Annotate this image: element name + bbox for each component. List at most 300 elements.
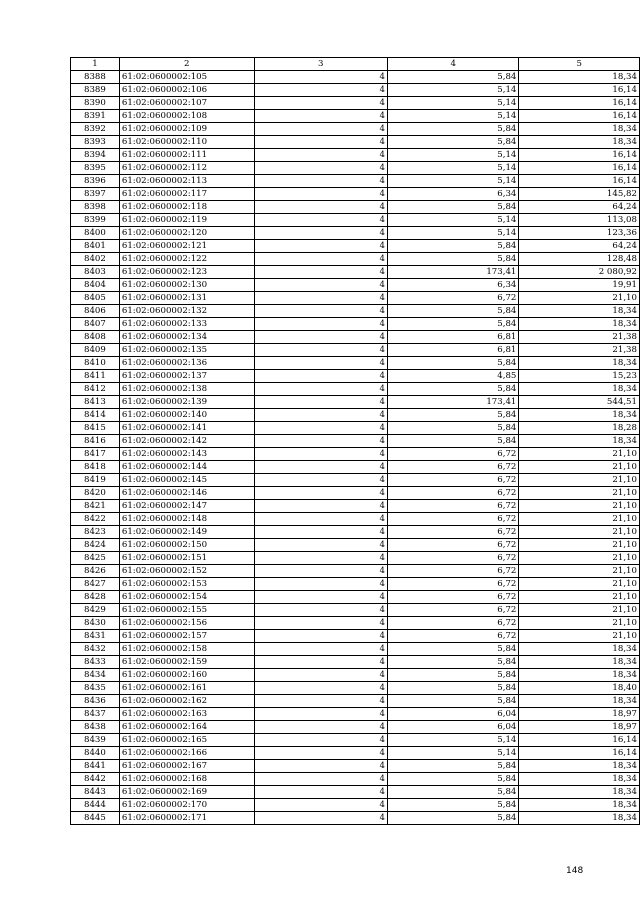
table-cell: 61:02:0600002:112 xyxy=(119,162,254,175)
table-cell: 8429 xyxy=(71,604,120,617)
table-cell: 16,14 xyxy=(519,110,640,123)
table-cell: 4 xyxy=(254,812,387,825)
table-cell: 4 xyxy=(254,591,387,604)
table-cell: 16,14 xyxy=(519,149,640,162)
table-cell: 61:02:0600002:164 xyxy=(119,721,254,734)
table-cell: 8434 xyxy=(71,669,120,682)
table-cell: 21,10 xyxy=(519,526,640,539)
table-cell: 4 xyxy=(254,578,387,591)
table-cell: 8403 xyxy=(71,266,120,279)
table-cell: 61:02:0600002:146 xyxy=(119,487,254,500)
table-cell: 18,34 xyxy=(519,773,640,786)
table-cell: 61:02:0600002:134 xyxy=(119,331,254,344)
table-cell: 18,34 xyxy=(519,435,640,448)
table-cell: 6,34 xyxy=(387,188,518,201)
table-row xyxy=(71,240,640,253)
table-cell: 4 xyxy=(254,149,387,162)
table-cell: 8425 xyxy=(71,552,120,565)
table-cell: 4 xyxy=(254,656,387,669)
table-cell: 61:02:0600002:110 xyxy=(119,136,254,149)
table-cell: 8432 xyxy=(71,643,120,656)
table-cell: 8401 xyxy=(71,240,120,253)
table-cell: 8437 xyxy=(71,708,120,721)
table-cell: 61:02:0600002:151 xyxy=(119,552,254,565)
table-cell: 8400 xyxy=(71,227,120,240)
table-cell: 5,14 xyxy=(387,214,518,227)
table-cell: 8390 xyxy=(71,97,120,110)
table-cell: 6,04 xyxy=(387,721,518,734)
table-cell: 21,10 xyxy=(519,604,640,617)
table-cell: 8412 xyxy=(71,383,120,396)
table-cell: 8421 xyxy=(71,500,120,513)
table-cell: 8433 xyxy=(71,656,120,669)
table-cell: 8424 xyxy=(71,539,120,552)
table-cell: 8404 xyxy=(71,279,120,292)
table-cell: 8396 xyxy=(71,175,120,188)
table-cell: 18,34 xyxy=(519,695,640,708)
table-cell: 4 xyxy=(254,448,387,461)
table-cell: 21,38 xyxy=(519,344,640,357)
table-cell: 4 xyxy=(254,539,387,552)
table-cell: 61:02:0600002:143 xyxy=(119,448,254,461)
table-cell: 61:02:0600002:111 xyxy=(119,149,254,162)
table-cell: 6,04 xyxy=(387,708,518,721)
table-cell: 4 xyxy=(254,331,387,344)
table-cell: 61:02:0600002:136 xyxy=(119,357,254,370)
table-cell: 5,14 xyxy=(387,84,518,97)
table-cell: 64,24 xyxy=(519,201,640,214)
table-cell: 6,34 xyxy=(387,279,518,292)
table-cell: 21,10 xyxy=(519,500,640,513)
table-cell: 5,84 xyxy=(387,409,518,422)
table-cell: 61:02:0600002:155 xyxy=(119,604,254,617)
table-cell: 61:02:0600002:157 xyxy=(119,630,254,643)
table-cell: 18,34 xyxy=(519,136,640,149)
table-row xyxy=(71,396,640,409)
table-cell: 8436 xyxy=(71,695,120,708)
table-cell: 4 xyxy=(254,227,387,240)
table-cell: 5,84 xyxy=(387,435,518,448)
table-cell: 61:02:0600002:150 xyxy=(119,539,254,552)
table-cell: 8418 xyxy=(71,461,120,474)
table-cell: 4 xyxy=(254,123,387,136)
table-cell: 8416 xyxy=(71,435,120,448)
table-cell: 8419 xyxy=(71,474,120,487)
table-cell: 5,84 xyxy=(387,773,518,786)
table-cell: 18,34 xyxy=(519,357,640,370)
table-cell: 4 xyxy=(254,357,387,370)
table-cell: 6,72 xyxy=(387,526,518,539)
table-cell: 8413 xyxy=(71,396,120,409)
table-cell: 4 xyxy=(254,552,387,565)
table-cell: 4 xyxy=(254,734,387,747)
table-cell: 21,10 xyxy=(519,591,640,604)
table-cell: 4 xyxy=(254,240,387,253)
table-cell: 61:02:0600002:152 xyxy=(119,565,254,578)
table-cell: 5,14 xyxy=(387,110,518,123)
table-cell: 8439 xyxy=(71,734,120,747)
table-cell: 61:02:0600002:105 xyxy=(119,71,254,84)
table-cell: 8399 xyxy=(71,214,120,227)
table-cell: 16,14 xyxy=(519,97,640,110)
table-cell: 5,84 xyxy=(387,656,518,669)
table-cell: 5,84 xyxy=(387,682,518,695)
table-cell: 5,84 xyxy=(387,123,518,136)
table-cell: 61:02:0600002:132 xyxy=(119,305,254,318)
table-cell: 8388 xyxy=(71,71,120,84)
table-cell: 8407 xyxy=(71,318,120,331)
table-cell: 61:02:0600002:144 xyxy=(119,461,254,474)
table-cell: 5,14 xyxy=(387,149,518,162)
table-row xyxy=(71,643,640,656)
table-row xyxy=(71,539,640,552)
table-cell: 4 xyxy=(254,786,387,799)
table-cell: 61:02:0600002:121 xyxy=(119,240,254,253)
table-cell: 113,08 xyxy=(519,214,640,227)
table-cell: 4 xyxy=(254,708,387,721)
table-cell: 8391 xyxy=(71,110,120,123)
table-cell: 61:02:0600002:130 xyxy=(119,279,254,292)
table-cell: 18,34 xyxy=(519,305,640,318)
table-cell: 18,34 xyxy=(519,643,640,656)
table-cell: 8426 xyxy=(71,565,120,578)
table-cell: 18,34 xyxy=(519,71,640,84)
table-cell: 8440 xyxy=(71,747,120,760)
table-cell: 6,72 xyxy=(387,461,518,474)
table-cell: 5,84 xyxy=(387,695,518,708)
column-header: 2 xyxy=(119,58,254,71)
table-cell: 8402 xyxy=(71,253,120,266)
table-cell: 4 xyxy=(254,617,387,630)
table-cell: 61:02:0600002:166 xyxy=(119,747,254,760)
table-cell: 61:02:0600002:108 xyxy=(119,110,254,123)
table-cell: 18,34 xyxy=(519,760,640,773)
table-row xyxy=(71,409,640,422)
table-cell: 61:02:0600002:156 xyxy=(119,617,254,630)
table-row xyxy=(71,617,640,630)
table-cell: 21,10 xyxy=(519,565,640,578)
table-cell: 4 xyxy=(254,773,387,786)
table-cell: 6,72 xyxy=(387,539,518,552)
table-cell: 6,72 xyxy=(387,513,518,526)
table-cell: 2 080,92 xyxy=(519,266,640,279)
table-cell: 21,10 xyxy=(519,513,640,526)
table-cell: 16,14 xyxy=(519,175,640,188)
table-row xyxy=(71,149,640,162)
table-cell: 61:02:0600002:137 xyxy=(119,370,254,383)
table-cell: 6,72 xyxy=(387,578,518,591)
table-body xyxy=(71,71,640,825)
table-cell: 4 xyxy=(254,565,387,578)
table-cell: 4 xyxy=(254,422,387,435)
table-cell: 4 xyxy=(254,370,387,383)
table-cell: 145,82 xyxy=(519,188,640,201)
table-cell: 8445 xyxy=(71,812,120,825)
table-cell: 5,84 xyxy=(387,669,518,682)
table-row xyxy=(71,279,640,292)
table-row xyxy=(71,760,640,773)
table-cell: 4 xyxy=(254,682,387,695)
table-cell: 4 xyxy=(254,188,387,201)
table-cell: 21,38 xyxy=(519,331,640,344)
table-cell: 4 xyxy=(254,487,387,500)
table-cell: 4 xyxy=(254,71,387,84)
table-cell: 8389 xyxy=(71,84,120,97)
table-cell: 18,28 xyxy=(519,422,640,435)
table-cell: 16,14 xyxy=(519,162,640,175)
table-cell: 4 xyxy=(254,643,387,656)
table-cell: 6,72 xyxy=(387,591,518,604)
table-row xyxy=(71,552,640,565)
table-cell: 5,14 xyxy=(387,734,518,747)
table-row xyxy=(71,97,640,110)
table-cell: 61:02:0600002:106 xyxy=(119,84,254,97)
table-cell: 4 xyxy=(254,201,387,214)
table-cell: 61:02:0600002:149 xyxy=(119,526,254,539)
table-cell: 4 xyxy=(254,474,387,487)
table-cell: 5,84 xyxy=(387,786,518,799)
table-cell: 61:02:0600002:120 xyxy=(119,227,254,240)
table-cell: 5,84 xyxy=(387,136,518,149)
table-cell: 5,14 xyxy=(387,175,518,188)
table-cell: 61:02:0600002:158 xyxy=(119,643,254,656)
table-row xyxy=(71,162,640,175)
column-header: 5 xyxy=(519,58,640,71)
table-cell: 4 xyxy=(254,396,387,409)
table-row xyxy=(71,357,640,370)
table-row xyxy=(71,318,640,331)
table-cell: 4 xyxy=(254,526,387,539)
table-cell: 61:02:0600002:107 xyxy=(119,97,254,110)
table-cell: 61:02:0600002:133 xyxy=(119,318,254,331)
table-row xyxy=(71,513,640,526)
table-cell: 16,14 xyxy=(519,84,640,97)
table-cell: 18,97 xyxy=(519,721,640,734)
table-cell: 8414 xyxy=(71,409,120,422)
table-cell: 8427 xyxy=(71,578,120,591)
table-cell: 4 xyxy=(254,513,387,526)
table-cell: 8441 xyxy=(71,760,120,773)
table-cell: 5,84 xyxy=(387,240,518,253)
table-cell: 6,72 xyxy=(387,630,518,643)
column-header: 1 xyxy=(71,58,120,71)
table-row xyxy=(71,370,640,383)
table-cell: 4 xyxy=(254,344,387,357)
table-cell: 21,10 xyxy=(519,474,640,487)
table-row xyxy=(71,253,640,266)
table-cell: 5,84 xyxy=(387,253,518,266)
table-cell: 4 xyxy=(254,110,387,123)
table-cell: 61:02:0600002:169 xyxy=(119,786,254,799)
table-row xyxy=(71,708,640,721)
table-row xyxy=(71,812,640,825)
table-cell: 8405 xyxy=(71,292,120,305)
table-cell: 18,34 xyxy=(519,812,640,825)
table-cell: 4 xyxy=(254,695,387,708)
table-cell: 61:02:0600002:109 xyxy=(119,123,254,136)
table-row xyxy=(71,682,640,695)
table-row xyxy=(71,656,640,669)
table-cell: 18,34 xyxy=(519,123,640,136)
table-cell: 18,34 xyxy=(519,786,640,799)
table-cell: 4 xyxy=(254,721,387,734)
table-cell: 5,84 xyxy=(387,201,518,214)
table-cell: 4 xyxy=(254,84,387,97)
table-cell: 8417 xyxy=(71,448,120,461)
table-cell: 21,10 xyxy=(519,617,640,630)
table-cell: 8406 xyxy=(71,305,120,318)
table-cell: 5,14 xyxy=(387,227,518,240)
table-cell: 8443 xyxy=(71,786,120,799)
table-cell: 21,10 xyxy=(519,461,640,474)
table-row xyxy=(71,435,640,448)
table-cell: 4 xyxy=(254,747,387,760)
table-cell: 21,10 xyxy=(519,539,640,552)
table-cell: 5,84 xyxy=(387,812,518,825)
table-cell: 21,10 xyxy=(519,578,640,591)
table-cell: 4 xyxy=(254,266,387,279)
table-cell: 4 xyxy=(254,305,387,318)
table-cell: 18,34 xyxy=(519,669,640,682)
table-cell: 61:02:0600002:170 xyxy=(119,799,254,812)
table-row xyxy=(71,175,640,188)
table-cell: 6,72 xyxy=(387,604,518,617)
table-cell: 6,72 xyxy=(387,474,518,487)
table-cell: 5,84 xyxy=(387,643,518,656)
table-cell: 61:02:0600002:113 xyxy=(119,175,254,188)
table-cell: 4 xyxy=(254,279,387,292)
table-cell: 4 xyxy=(254,318,387,331)
table-cell: 61:02:0600002:165 xyxy=(119,734,254,747)
table-cell: 21,10 xyxy=(519,630,640,643)
table-cell: 61:02:0600002:135 xyxy=(119,344,254,357)
table-cell: 8393 xyxy=(71,136,120,149)
table-cell: 61:02:0600002:142 xyxy=(119,435,254,448)
table-cell: 4,85 xyxy=(387,370,518,383)
table-cell: 61:02:0600002:171 xyxy=(119,812,254,825)
table-cell: 61:02:0600002:168 xyxy=(119,773,254,786)
table-row xyxy=(71,604,640,617)
table-cell: 61:02:0600002:153 xyxy=(119,578,254,591)
table-cell: 4 xyxy=(254,97,387,110)
table-cell: 16,14 xyxy=(519,734,640,747)
table-cell: 61:02:0600002:148 xyxy=(119,513,254,526)
table-cell: 8428 xyxy=(71,591,120,604)
table-row xyxy=(71,500,640,513)
table-cell: 4 xyxy=(254,253,387,266)
table-cell: 18,34 xyxy=(519,383,640,396)
table-cell: 8442 xyxy=(71,773,120,786)
table-cell: 8435 xyxy=(71,682,120,695)
table-row xyxy=(71,487,640,500)
table-row xyxy=(71,201,640,214)
table-cell: 18,40 xyxy=(519,682,640,695)
table-cell: 8392 xyxy=(71,123,120,136)
table-cell: 18,34 xyxy=(519,799,640,812)
table-cell: 8395 xyxy=(71,162,120,175)
table-cell: 4 xyxy=(254,383,387,396)
table-cell: 5,84 xyxy=(387,383,518,396)
table-cell: 19,91 xyxy=(519,279,640,292)
table-row xyxy=(71,630,640,643)
table-cell: 61:02:0600002:147 xyxy=(119,500,254,513)
column-header: 3 xyxy=(254,58,387,71)
table-row xyxy=(71,474,640,487)
table-cell: 8438 xyxy=(71,721,120,734)
table-row xyxy=(71,331,640,344)
table-cell: 4 xyxy=(254,136,387,149)
table-cell: 123,36 xyxy=(519,227,640,240)
table-row xyxy=(71,383,640,396)
table-cell: 8410 xyxy=(71,357,120,370)
table-cell: 8409 xyxy=(71,344,120,357)
table-cell: 5,14 xyxy=(387,162,518,175)
table-cell: 21,10 xyxy=(519,487,640,500)
table-row xyxy=(71,695,640,708)
table-row xyxy=(71,591,640,604)
table-row xyxy=(71,110,640,123)
table-cell: 6,81 xyxy=(387,344,518,357)
table-cell: 5,84 xyxy=(387,71,518,84)
table-cell: 61:02:0600002:140 xyxy=(119,409,254,422)
table-cell: 4 xyxy=(254,630,387,643)
table-cell: 8394 xyxy=(71,149,120,162)
table-cell: 61:02:0600002:119 xyxy=(119,214,254,227)
table-cell: 15,23 xyxy=(519,370,640,383)
table-row xyxy=(71,448,640,461)
table-row xyxy=(71,734,640,747)
table-cell: 4 xyxy=(254,175,387,188)
table-cell: 61:02:0600002:160 xyxy=(119,669,254,682)
table-cell: 6,72 xyxy=(387,448,518,461)
table-cell: 5,14 xyxy=(387,747,518,760)
table-row xyxy=(71,799,640,812)
table-cell: 4 xyxy=(254,604,387,617)
table-row xyxy=(71,136,640,149)
table-cell: 18,34 xyxy=(519,656,640,669)
header-row xyxy=(71,58,640,71)
table-cell: 173,41 xyxy=(387,396,518,409)
table-cell: 6,72 xyxy=(387,565,518,578)
table-cell: 61:02:0600002:167 xyxy=(119,760,254,773)
table-row xyxy=(71,565,640,578)
table-cell: 5,84 xyxy=(387,305,518,318)
table-cell: 4 xyxy=(254,760,387,773)
table-cell: 173,41 xyxy=(387,266,518,279)
table-cell: 8397 xyxy=(71,188,120,201)
table-row xyxy=(71,786,640,799)
table-row xyxy=(71,305,640,318)
table-cell: 61:02:0600002:141 xyxy=(119,422,254,435)
table-cell: 18,97 xyxy=(519,708,640,721)
table-cell: 21,10 xyxy=(519,552,640,565)
table-row xyxy=(71,292,640,305)
table-cell: 4 xyxy=(254,461,387,474)
table-cell: 61:02:0600002:123 xyxy=(119,266,254,279)
table-cell: 61:02:0600002:139 xyxy=(119,396,254,409)
table-cell: 128,48 xyxy=(519,253,640,266)
table-cell: 8423 xyxy=(71,526,120,539)
table-cell: 6,72 xyxy=(387,552,518,565)
table-row xyxy=(71,227,640,240)
table-cell: 5,84 xyxy=(387,799,518,812)
data-table xyxy=(70,57,640,825)
table-cell: 61:02:0600002:138 xyxy=(119,383,254,396)
table-cell: 8444 xyxy=(71,799,120,812)
table-row xyxy=(71,214,640,227)
table-cell: 21,10 xyxy=(519,292,640,305)
table-row xyxy=(71,422,640,435)
